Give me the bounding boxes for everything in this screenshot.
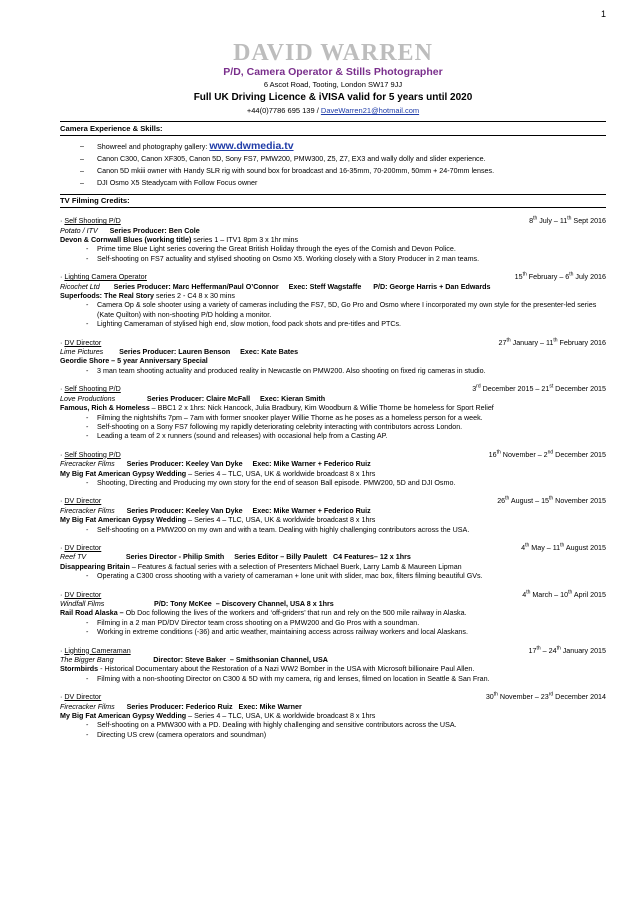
date-suffix: nd: [547, 449, 554, 456]
credits-heading: TV Filming Credits:: [60, 194, 606, 209]
date-suffix: th: [569, 271, 574, 278]
credit-dates: [521, 544, 606, 553]
credit-duties: [60, 367, 606, 376]
credit-role: · Lighting Camera Operator: [60, 273, 147, 282]
candidate-address: 6 Ascot Road, Tooting, London SW17 9JJ: [263, 80, 403, 89]
date-part: July – 11: [537, 217, 568, 226]
date-part: April 2015: [572, 590, 606, 599]
date-suffix: th: [549, 495, 554, 502]
credit-show-row: [60, 236, 606, 245]
candidate-name: DAVID WARREN: [233, 40, 433, 66]
credit-show-title: Geordie Shore – 5 year Anniversary Special: [60, 357, 208, 366]
date-part: December 2015 – 21: [480, 385, 550, 394]
skills-list: [60, 140, 606, 190]
credit-company: The Bigger Bang: [60, 656, 114, 665]
credit-show-details: – Series 4 – TLC, USA, UK & worldwide broadcast 8 x 1hrs: [186, 469, 376, 478]
credit-duty-item: - Camera Op & sole shooter using a variety of cameras including the FS7, 5D, Go Pro and Osmo where I incorporated my own style for the presenter-led series (Kate Quilton) with non-shooting P/D holding a monitor.: [60, 301, 606, 320]
credit-entry: [60, 273, 606, 329]
credit-duty-item: - Filming with a non-shooting Director on C300 & 5D with my camera, rig and lenses, filmed on location in Seattle & San Fran.: [60, 675, 606, 684]
date-suffix: th: [533, 215, 538, 222]
credit-show-row: [60, 292, 606, 301]
credit-dates: [497, 497, 606, 506]
date-part: March – 10: [530, 590, 569, 599]
date-part: February – 6: [526, 273, 570, 282]
date-part: 17: [528, 646, 537, 655]
date-part: January 2015: [560, 646, 606, 655]
date-part: 27: [498, 338, 507, 347]
credit-duty-item: - Working in extreme conditions (-36) and artic weather, maintaining access across railway workers and local Alaskans.: [60, 628, 606, 637]
credit-producers: Series Producer: Claire McFall Exec: Kieran Smith: [115, 394, 326, 403]
credit-role-row: [60, 544, 606, 553]
credit-dates: [529, 217, 606, 226]
date-part: – 24: [540, 646, 557, 655]
credit-show-details: – Series 4 – TLC, USA, UK & worldwide broadcast 8 x 1hrs: [186, 712, 376, 721]
credit-company-row: [60, 283, 606, 292]
date-part: January – 11: [510, 338, 554, 347]
credit-show-row: [60, 357, 606, 366]
credit-role: · Self Shooting P/D: [60, 385, 121, 394]
date-suffix: th: [506, 337, 511, 344]
credit-role: · DV Director: [60, 590, 102, 599]
credits-list: [60, 217, 606, 740]
date-part: December 2014: [553, 693, 606, 702]
skills-item: – Canon 5D mkiii owner with Handy SLR rig with sound box for broadcast and 16-35mm, 70-200mm, 50mm + 24-70mm lenses.: [60, 165, 606, 177]
credit-show-row: [60, 712, 606, 721]
page-number: 1: [600, 9, 606, 19]
credit-duties: [60, 245, 606, 264]
credit-company-row: [60, 703, 606, 712]
credit-role: · Self Shooting P/D: [60, 217, 121, 226]
credit-entry: [60, 451, 606, 489]
date-part: 8: [529, 217, 534, 226]
credit-role-title: DV Director: [64, 590, 102, 599]
skills-item: – Canon C300, Canon XF305, Canon 5D, Sony FS7, PMW200, PMW300, Z5, Z7, EX3 and wally dolly and slider experience.: [60, 153, 606, 165]
date-part: July 2016: [573, 273, 606, 282]
credit-duty-item: - Self-shooting on FS7 actuality and stylised shooting on Osmo X5. Working closely with a Story Producer in 2 man teams.: [60, 255, 606, 264]
credit-entry: [60, 591, 606, 638]
credit-producers: Series Producer: Marc Hefferman/Paul O’Connor Exec: Steff Wagstaffe P/D: George Harris + Dan Edwards: [99, 282, 491, 291]
credit-duty-item: - Self-shooting on a Sony FS7 following my rapidly deteriorating celebrity interacting with contributors across London.: [60, 423, 606, 432]
date-part: 16: [488, 450, 497, 459]
credit-role-row: [60, 693, 606, 702]
credit-duties: [60, 572, 606, 581]
date-suffix: th: [496, 449, 501, 456]
showreel-link[interactable]: www.dwmedia.tv: [209, 139, 294, 152]
date-part: November – 2: [500, 450, 548, 459]
credit-show-title: My Big Fat American Gypsy Wedding: [60, 516, 187, 525]
credit-dates: [522, 591, 606, 600]
credit-company: Lime Pictures: [60, 348, 104, 357]
credit-company-row: [60, 656, 606, 665]
credit-show-details: – BBC1 2 x 1hrs: Nick Hancock, Julia Bradbury, Kim Woodburn & Willie Thorne be homeless for Sport Relief: [149, 404, 494, 413]
date-suffix: th: [568, 589, 573, 596]
date-suffix: th: [525, 542, 530, 549]
credit-show-title: Rail Road Alaska –: [60, 609, 124, 618]
date-part: 15: [514, 273, 523, 282]
date-part: August 2015: [564, 543, 606, 552]
credit-show-title: Superfoods: The Real Story: [60, 292, 155, 301]
credit-show-row: [60, 404, 606, 413]
credit-producers: Director: Steve Baker – Smithsonian Channel, USA: [113, 656, 328, 665]
credit-company: Potato / ITV: [60, 226, 98, 235]
credit-duties: [60, 414, 606, 442]
date-part: December 2015: [553, 450, 606, 459]
credit-duties: [60, 675, 606, 684]
date-part: December 2015: [553, 385, 606, 394]
credit-role-title: Self Shooting P/D: [64, 217, 121, 226]
credit-role-row: [60, 339, 606, 348]
email-link[interactable]: DaveWarren21@hotmail.com: [320, 106, 420, 115]
date-part: August – 15: [509, 497, 550, 506]
date-suffix: rd: [476, 383, 481, 390]
credit-role-title: DV Director: [64, 693, 102, 702]
credit-producers: Series Director - Philip Smith Series Editor – Billy Paulett C4 Features– 12 x 1hrs: [86, 553, 411, 562]
candidate-role: P/D, Camera Operator & Stills Photographer: [223, 66, 443, 78]
credit-dates: [499, 339, 606, 348]
credit-company: Firecracker Films: [60, 702, 115, 711]
credit-role-row: [60, 273, 606, 282]
credit-show-row: [60, 609, 606, 618]
credit-role-row: [60, 591, 606, 600]
credit-entry: [60, 339, 606, 377]
credit-company-row: [60, 507, 606, 516]
credit-duty-item: - Self-shooting on a PMW200 on my own and with a team. Dealing with highly challenging contributors across the USA.: [60, 526, 606, 535]
credit-duty-item: - 3 man team shooting actuality and produced reality in Newcastle on PMW200. Also shooting on fixed rig cameras in studio.: [60, 367, 606, 376]
date-part: 4: [521, 543, 526, 552]
date-part: November – 23: [497, 693, 549, 702]
credit-company-row: [60, 600, 606, 609]
credit-company-row: [60, 227, 606, 236]
credit-role-row: [60, 385, 606, 394]
credit-entry: [60, 647, 606, 685]
credit-role-title: DV Director: [64, 543, 102, 552]
date-suffix: th: [526, 589, 531, 596]
credit-role-row: [60, 647, 606, 656]
credit-show-title: My Big Fat American Gypsy Wedding: [60, 712, 187, 721]
date-part: Sept 2016: [571, 217, 606, 226]
credit-company: Love Productions: [60, 394, 116, 403]
credit-producers: Series Producer: Lauren Benson Exec: Kate Bates: [103, 348, 299, 357]
credit-dates: [472, 385, 606, 394]
credit-duty-item: - Operating a C300 cross shooting with a variety of cameraman + lone unit with slider, mac box, filters filming beautiful GVs.: [60, 572, 606, 581]
credit-duty-item: - Self-shooting on a PMW300 with a PD. Dealing with highly challenging and sensitive contributors across the USA.: [60, 721, 606, 730]
credit-entry: [60, 544, 606, 582]
credit-role-title: Lighting Cameraman: [64, 646, 131, 655]
contact-line: [60, 105, 606, 117]
date-part: 3: [472, 385, 477, 394]
credit-role: · Self Shooting P/D: [60, 450, 121, 459]
credit-role-title: DV Director: [64, 497, 102, 506]
credit-duty-item: - Lighting Cameraman of stylised high end, slow motion, food pack shots and pre-titles and PTCs.: [60, 320, 606, 329]
credit-show-details: Ob Doc following the lives of the workers and ‘off-griders’ that run and rely on the 500 mile railway in Alaska.: [123, 609, 467, 618]
credit-show-details: – Features & factual series with a selection of Presenters Michael Buerk, Larry Lamb & Maureen Lipman: [129, 562, 462, 571]
credit-show-row: [60, 665, 606, 674]
date-part: 26: [497, 497, 506, 506]
date-part: May – 11: [529, 543, 561, 552]
date-suffix: th: [522, 271, 527, 278]
credit-company: Firecracker Films: [60, 506, 115, 515]
skills-heading: Camera Experience & Skills:: [60, 121, 606, 136]
credit-company-row: [60, 553, 606, 562]
credit-company: Windfall Films: [60, 600, 105, 608]
credit-dates: [489, 451, 606, 460]
date-part: 4: [522, 590, 527, 599]
credit-show-title: My Big Fat American Gypsy Wedding: [60, 469, 187, 478]
credit-duties: [60, 479, 606, 488]
skills-item: – DJI Osmo X5 Steadycam with Follow Focus owner: [60, 177, 606, 189]
credit-entry: [60, 693, 606, 740]
credit-producers: Series Producer: Keeley Van Dyke Exec: Mike Warner + Federico Ruiz: [114, 506, 371, 515]
credit-dates: [515, 273, 606, 282]
date-part: February 2016: [557, 338, 606, 347]
credit-duties: [60, 619, 606, 638]
credit-show-title: Famous, Rich & Homeless: [60, 404, 150, 413]
credit-company: Reef TV: [60, 553, 87, 562]
date-suffix: th: [560, 542, 565, 549]
credit-role: · DV Director: [60, 338, 102, 347]
credit-producers: Series Producer: Federico Ruiz Exec: Mike Warner: [114, 702, 302, 711]
credit-show-title: Stormbirds: [60, 665, 99, 674]
credit-company: Ricochet Ltd: [60, 282, 100, 291]
credit-duty-item: - Leading a team of 2 x runners (sound and releases) with occasional help from a Casting AP.: [60, 432, 606, 441]
credit-show-details: - Historical Documentary about the Restoration of a Nazi WW2 Bomber in the USA with Microsoft billionaire Paul Allen.: [98, 665, 475, 674]
credit-role-row: [60, 217, 606, 226]
credit-duty-item: - Filming in a 2 man PD/DV Director team cross shooting on a PMW200 and Go Pros with a soundman.: [60, 619, 606, 628]
credit-show-title: Disappearing Britain: [60, 562, 130, 571]
credit-role-title: Self Shooting P/D: [64, 385, 121, 394]
credit-duty-item: - Directing US crew (camera operators and soundman): [60, 731, 606, 740]
date-suffix: th: [553, 337, 558, 344]
credit-entry: [60, 497, 606, 535]
credit-show-details: – Series 4 – TLC, USA, UK & worldwide broadcast 8 x 1hrs: [186, 516, 376, 525]
credit-entry: [60, 217, 606, 264]
credit-show-row: [60, 516, 606, 525]
credit-role-title: Self Shooting P/D: [64, 450, 121, 459]
credit-dates: [529, 647, 606, 656]
date-suffix: th: [567, 215, 572, 222]
credit-company-row: [60, 395, 606, 404]
credit-role-title: Lighting Camera Operator: [64, 273, 147, 282]
credit-producers: Series Producer: Keeley Van Dyke Exec: Mike Warner + Federico Ruiz: [114, 460, 371, 469]
credit-entry: [60, 385, 606, 441]
credit-company-row: [60, 348, 606, 357]
credit-role: · DV Director: [60, 693, 102, 702]
date-part: 30: [485, 693, 494, 702]
licence-line: Full UK Driving Licence & iVISA valid for 5 years until 2020: [193, 92, 473, 103]
credit-role-title: DV Director: [64, 338, 102, 347]
credit-duty-item: - Prime time Blue Light series covering the Great British Holiday through the eyes of the Cornish and Devon Police.: [60, 245, 606, 254]
credit-producers: Series Producer: Ben Cole: [97, 226, 200, 235]
credit-role: · Lighting Cameraman: [60, 646, 131, 655]
date-part: November 2015: [553, 497, 606, 506]
phone-number: +44(0)7786 695 139 /: [246, 106, 321, 115]
credit-show-row: [60, 563, 606, 572]
date-suffix: st: [549, 383, 554, 390]
credit-duties: [60, 721, 606, 740]
credit-producers: P/D: Tony McKee – Discovery Channel, USA 8 x 1hrs: [104, 600, 334, 608]
resume-page: [60, 0, 606, 740]
credit-dates: [486, 693, 606, 702]
credit-show-row: [60, 470, 606, 479]
date-suffix: th: [493, 691, 498, 698]
date-suffix: th: [556, 645, 561, 652]
date-suffix: rd: [548, 691, 554, 698]
credit-duty-item: - Filming the nightshifts 7pm – 7am with former snooker player Willie Thorne as he poses as a homeless person for a week.: [60, 414, 606, 423]
credit-show-title: Devon & Cornwall Blues (working title): [60, 236, 192, 244]
credit-duties: [60, 526, 606, 535]
credit-role: · DV Director: [60, 543, 102, 552]
credit-show-details: series 2 - C4 8 x 30 mins: [154, 292, 235, 301]
credit-role: · DV Director: [60, 497, 102, 506]
skills-item: [60, 140, 606, 153]
credit-show-details: series 1 – ITV1 8pm 3 x 1hr mins: [191, 236, 299, 244]
credit-duties: [60, 301, 606, 329]
credit-role-row: [60, 497, 606, 506]
credit-duty-item: - Shooting, Directing and Producing my own story for the end of season Ball episode. PMW200, 5D and DJI Osmo.: [60, 479, 606, 488]
showreel-label: Showreel and photography gallery:: [97, 142, 210, 151]
resume-header: [60, 40, 606, 117]
credit-role-row: [60, 451, 606, 460]
date-suffix: th: [505, 495, 510, 502]
credit-company-row: [60, 460, 606, 469]
date-suffix: th: [536, 645, 541, 652]
credit-company: Firecracker Films: [60, 460, 115, 469]
